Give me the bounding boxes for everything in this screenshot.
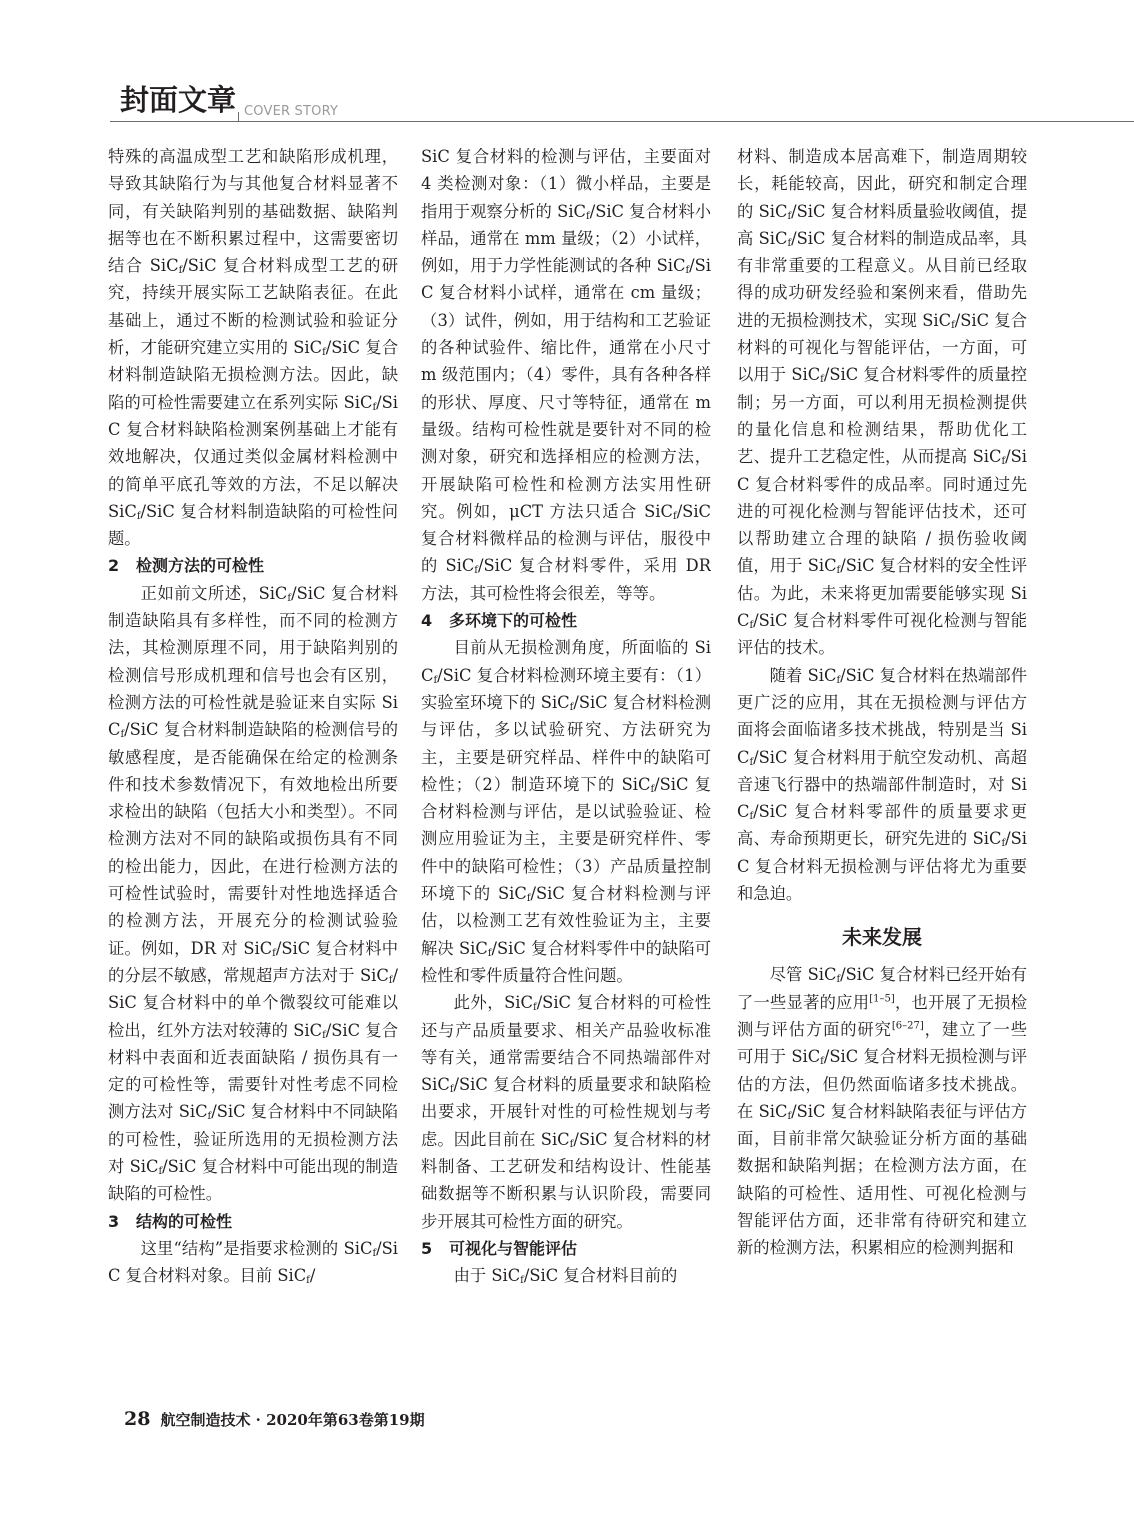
header-rule bbox=[110, 121, 1134, 122]
paragraph: 尽管 SiC$_f$/SiC 复合材料已经开始有了一些显著的应用[1–5]，也开展了无损检测与评估方面的研究[6–27]，建立了一些可用于 SiC$_f$/SiC 复合材料无损检测与评估的方法，但仍然面临诸多技术挑战。在 SiC$_f$/SiC 复合材料缺陷表征与评估方面，目前非常欠缺验证分析方面的基础数据和缺陷判据；在检测方法方面，在缺陷的可检性、适用性、可视化检测与智能评估方面，还非常有待研究和建立新的检测方法，积累相应的检测判据和 bbox=[737, 965, 1027, 1258]
section-heading-text: 可视化与智能评估 bbox=[449, 1238, 578, 1258]
paragraph: 这里“结构”是指要求检测的 SiC$_f$/SiC 复合材料对象。目前 SiC$_f$/ bbox=[108, 1238, 398, 1287]
paragraph: 此外，SiC$_f$/SiC 复合材料的可检性还与产品质量要求、相关产品验收标准等有关，通常需要结合不同热端部件对 SiC$_f$/SiC 复合材料的质量要求和缺陷检出要求，开展针对性的可检性规划与考虑。因此目前在 SiC$_f$/SiC 复合材料的材料制备、工艺研发和结构设计、性能基础数据等不断积累与认识阶段，需要同步开展其可检性方面的研究。 bbox=[421, 993, 711, 1231]
paragraph: 目前从无损检测角度，所面临的 SiC$_f$/SiC 复合材料检测环境主要有：（1）实验室环境下的 SiC$_f$/SiC 复合材料检测与评估，多以试验研究、方法研究为主，主要是研究样品、样件中的缺陷可检性；（2）制造环境下的 SiC$_f$/SiC 复合材料检测与评估，是以试验验证、检测应用验证为主，主要是研究样件、零件中的缺陷可检性；（3）产品质量控制环境下的 SiC$_f$/SiC 复合材料检测与评估，以检测工艺有效性验证为主，主要解决 SiC$_f$/SiC 复合材料零件中的缺陷可检性和零件质量符合性问题。 bbox=[421, 638, 711, 985]
section-number: 5 bbox=[421, 1238, 433, 1258]
section-heading-text: 检测方法的可检性 bbox=[136, 556, 265, 576]
section-heading-text: 多环境下的可检性 bbox=[449, 611, 578, 631]
paragraph: SiC 复合材料的检测与评估，主要面对 4 类检测对象：（1）微小样品，主要是指用于观察分析的 SiC$_f$/SiC 复合材料小样品，通常在 mm 量级；（2）小试样，例如，用于力学性能测试的各种 SiC$_f$/SiC 复合材料小试样，通常在 cm 量级；（3）试件，例如，用于结构和工艺验证的各种试验件、缩比件，通常在小尺寸 m 级范围内；（4）零件，具有各种各样的形状、厚度、尺寸等特征，通常在 m 量级。结构可检性就是要针对不同的检测对象，研究和选择相应的检测方法，开展缺陷可检性和检测方法实用性研究。例如，μCT 方法只适合 SiC$_f$/SiC 复合材料微样品的检测与评估，服役中的 SiC$_f$/SiC 复合材料零件，采用 DR 方法，其可检性将会很差，等等。 bbox=[421, 147, 711, 603]
section-heading-4 bbox=[421, 607, 711, 634]
section-number: 2 bbox=[108, 556, 120, 576]
journal-info: 航空制造技术 · 2020年第63卷第19期 bbox=[160, 1411, 425, 1429]
page-number: 28 bbox=[124, 1408, 151, 1430]
section-number: 4 bbox=[421, 611, 433, 631]
column-2 bbox=[421, 143, 711, 1411]
paragraph: 特殊的高温成型工艺和缺陷形成机理，导致其缺陷行为与其他复合材料显著不同，有关缺陷判别的基础数据、缺陷判据等也在不断积累过程中，这需要密切结合 SiC$_f$/SiC 复合材料成型工艺的研究，持续开展实际工艺缺陷表征。在此基础上，通过不断的检测试验和验证分析，才能研究建立实用的 SiC$_f$/SiC 复合材料制造缺陷无损检测方法。因此，缺陷的可检性需要建立在系列实际 SiC$_f$/SiC 复合材料缺陷检测案例基础上才能有效地解决，仅通过类似金属材料检测中的简单平底孔等效的方法，不足以解决 SiC$_f$/SiC 复合材料制造缺陷的可检性问题。 bbox=[108, 147, 398, 549]
section-heading-3 bbox=[108, 1208, 398, 1235]
column-3 bbox=[737, 143, 1027, 1411]
section-subtitle: COVER STORY bbox=[244, 104, 339, 119]
section-title: 封面文章 bbox=[120, 83, 237, 117]
section-heading-text: 结构的可检性 bbox=[136, 1211, 233, 1231]
page-footer bbox=[124, 1408, 425, 1431]
paragraph: 材料、制造成本居高难下，制造周期较长，耗能较高，因此，研究和制定合理的 SiC$_f$/SiC 复合材料质量验收阈值，提高 SiC$_f$/SiC 复合材料的制造成品率，具有非常重要的工程意义。从目前已经取得的成功研发经验和案例来看，借助先进的无损检测技术，实现 SiC$_f$/SiC 复合材料的可视化与智能评估，一方面，可以用于 SiC$_f$/SiC 复合材料零件的质量控制；另一方面，可以利用无损检测提供的量化信息和检测结果，帮助优化工艺、提升工艺稳定性，从而提高 SiC$_f$/SiC 复合材料零件的成品率。同时通过先进的可视化检测与智能评估技术，还可以帮助建立合理的缺陷 / 损伤验收阈值，用于 SiC$_f$/SiC 复合材料的安全性评估。为此，未来将更加需要能够实现 SiC$_f$/SiC 复合材料零件可视化检测与智能评估的技术。 bbox=[737, 147, 1027, 658]
paragraph: 随着 SiC$_f$/SiC 复合材料在热端部件更广泛的应用，其在无损检测与评估方面将会面临诸多技术挑战，特别是当 SiC$_f$/SiC 复合材料用于航空发动机、高超音速飞行器中的热端部件制造时，对 SiC$_f$/SiC 复合材料零部件的质量要求更高、寿命预期更长，研究先进的 SiC$_f$/SiC 复合材料无损检测与评估将尤为重要和急迫。 bbox=[737, 665, 1027, 904]
paragraph: 由于 SiC$_f$/SiC 复合材料目前的 bbox=[453, 1266, 678, 1287]
column-1 bbox=[108, 143, 398, 1411]
section-heading-5 bbox=[421, 1235, 711, 1262]
section-heading-2 bbox=[108, 552, 398, 579]
section-number: 3 bbox=[108, 1211, 120, 1231]
paragraph: 正如前文所述，SiC$_f$/SiC 复合材料制造缺陷具有多样性，而不同的检测方法，其检测原理不同，用于缺陷判别的检测信号形成机理和信号也会有区别，检测方法的可检性就是验证来自实际 SiC$_f$/SiC 复合材料制造缺陷的检测信号的敏感程度，是否能确保在给定的检测条件和技术参数情况下，有效地检出所要求检出的缺陷（包括大小和类型）。不同检测方法对不同的缺陷或损伤具有不同的检出能力，因此，在进行检测方法的可检性试验时，需要针对性地选择适合的检测方法，开展充分的检测试验验证。例如，DR 对 SiC$_f$/SiC 复合材料中的分层不敏感，常规超声方法对于 SiC$_f$/SiC 复合材料中的单个微裂纹可能难以检出，红外方法对较薄的 SiC$_f$/SiC 复合材料中表面和近表面缺陷 / 损伤具有一定的可检性等，需要针对性考虑不同检测方法对 SiC$_f$/SiC 复合材料中不同缺陷的可检性，验证所选用的无损检测方法对 SiC$_f$/SiC 复合材料中可能出现的制造缺陷的可检性。 bbox=[108, 583, 398, 1204]
major-heading: 未来发展 bbox=[842, 925, 922, 950]
